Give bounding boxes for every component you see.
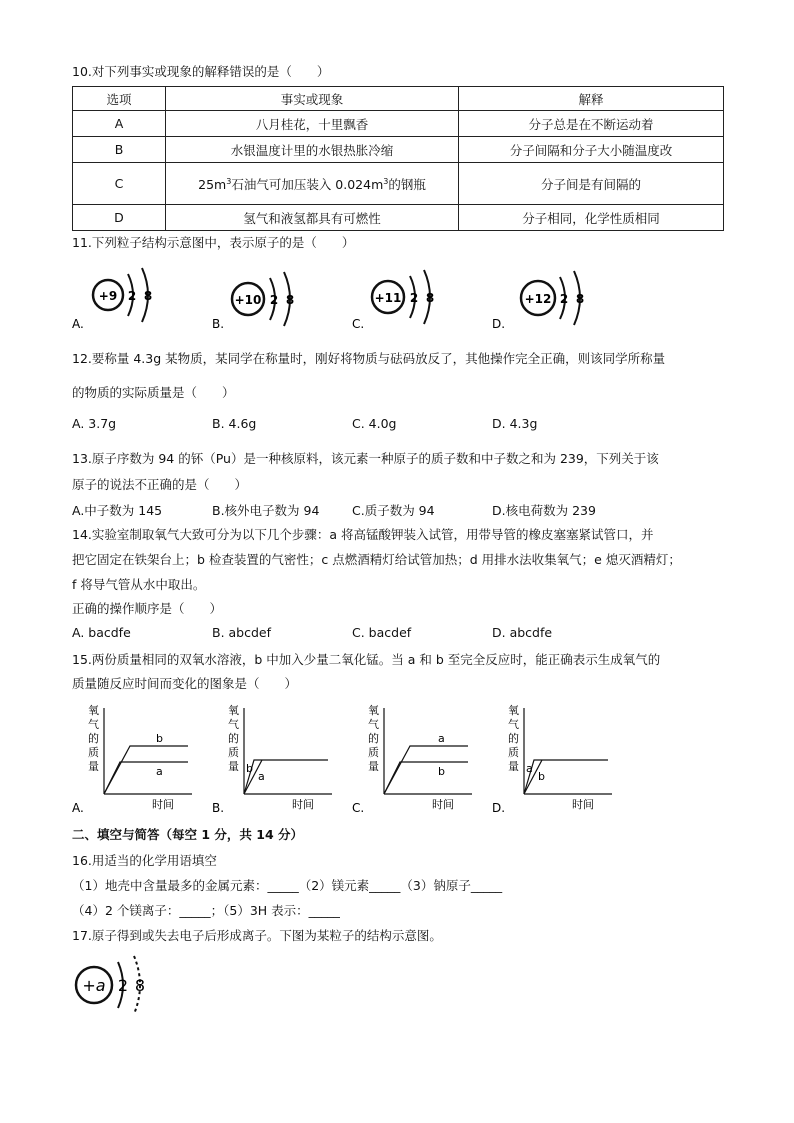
nucleus-charge: +a bbox=[82, 976, 106, 995]
y-axis-label-char: 的 bbox=[228, 732, 239, 745]
shell-electrons: 2 bbox=[409, 291, 419, 305]
q15-graphs bbox=[72, 700, 732, 818]
y-axis-label-char: 量 bbox=[88, 760, 99, 773]
table-cell: D bbox=[73, 205, 166, 231]
option-label: D. bbox=[492, 801, 506, 815]
q16-stem: 16.用适当的化学用语填空 bbox=[72, 853, 217, 868]
table-row bbox=[73, 163, 724, 205]
y-axis-label-char: 气 bbox=[228, 718, 239, 731]
option-c: C. bacdef bbox=[352, 625, 412, 640]
option-a: A. 3.7g bbox=[72, 416, 117, 431]
q12-stem-line1: 12.要称量 4.3g 某物质，某同学在称量时，刚好将物质与砝码放反了，其他操作完全正确，则该同学所称量 bbox=[72, 351, 666, 366]
curve-label: a bbox=[156, 765, 163, 778]
q11-diagrams bbox=[72, 262, 732, 334]
atom-diagram-a bbox=[72, 268, 152, 331]
superscript: 3 bbox=[226, 176, 232, 186]
table-row bbox=[73, 111, 724, 137]
x-axis-label: 时间 bbox=[572, 798, 594, 811]
q14-stem-line1: 14.实验室制取氧气大致可分为以下几个步骤：a 将高锰酸钾装入试管，用带导管的橡皮塞塞紧试管口，并 bbox=[72, 527, 654, 542]
q14-stem-line4: 正确的操作顺序是（ ） bbox=[72, 601, 223, 616]
table-cell: C bbox=[73, 163, 166, 205]
q15-stem-line1: 15.两份质量相同的双氧水溶液，b 中加入少量二氧化锰。当 a 和 b 至完全反应时，能正确表示生成氧气的 bbox=[72, 652, 661, 667]
curve-label: a bbox=[258, 770, 265, 783]
curve-b bbox=[384, 762, 468, 794]
table-header-cell: 选项 bbox=[73, 87, 166, 111]
curve-label: b bbox=[156, 732, 163, 745]
y-axis-label-char: 量 bbox=[228, 760, 239, 773]
table-header-row bbox=[73, 87, 724, 111]
y-axis-label-char: 质 bbox=[228, 746, 239, 759]
shell-electrons: 8 bbox=[143, 289, 153, 303]
shell-electrons: 8 bbox=[285, 293, 295, 307]
fact-text: 石油气可加压装入 0.024m bbox=[231, 176, 384, 192]
y-axis-label-char: 氧 bbox=[508, 704, 519, 717]
q15-stem-line2: 质量随反应时间而变化的图象是（ ） bbox=[72, 676, 298, 691]
curve-label: a bbox=[438, 732, 445, 745]
table-cell: 氢气和液氢都具有可燃性 bbox=[166, 205, 459, 231]
x-axis-label: 时间 bbox=[292, 798, 314, 811]
table-cell: B bbox=[73, 137, 166, 163]
q14-stem-line2: 把它固定在铁架台上；b 检查装置的气密性；c 点燃酒精灯给试管加热；d 用排水法收集氧气；e 熄灭酒精灯； bbox=[72, 552, 681, 567]
y-axis-label-char: 气 bbox=[88, 718, 99, 731]
option-label: A. bbox=[72, 317, 84, 331]
table-cell: 分子间是有间隔的 bbox=[459, 163, 724, 205]
x-axis-label: 时间 bbox=[152, 798, 174, 811]
q13-options bbox=[72, 501, 732, 519]
option-label: B. bbox=[212, 801, 225, 815]
table-cell: 水银温度计里的水银热胀冷缩 bbox=[166, 137, 459, 163]
section-title: 二、填空与简答（每空 1 分，共 14 分） bbox=[72, 827, 304, 842]
q17-stem: 17.原子得到或失去电子后形成离子。下图为某粒子的结构示意图。 bbox=[72, 928, 442, 943]
nucleus-charge: +9 bbox=[98, 289, 118, 303]
y-axis-label-char: 量 bbox=[508, 760, 519, 773]
option-label: A. bbox=[72, 801, 84, 815]
shell-electrons: 2 bbox=[117, 976, 129, 995]
q10-stem: 10.对下列事实或现象的解释错误的是（ ） bbox=[72, 64, 330, 79]
curve-label: b bbox=[538, 770, 545, 783]
y-axis-label-char: 氧 bbox=[88, 704, 99, 717]
x-axis-label: 时间 bbox=[432, 798, 454, 811]
y-axis-label-char: 质 bbox=[88, 746, 99, 759]
option-c: C. 4.0g bbox=[352, 416, 397, 431]
y-axis-label-char: 质 bbox=[368, 746, 379, 759]
option-b: B.核外电子数为 94 bbox=[212, 503, 320, 518]
option-b: B. abcdef bbox=[212, 625, 272, 640]
y-axis-label-char: 气 bbox=[508, 718, 519, 731]
nucleus-charge: +12 bbox=[524, 292, 552, 306]
shell-electrons: 8 bbox=[134, 976, 146, 995]
y-axis-label-char: 的 bbox=[508, 732, 519, 745]
y-axis-label-char: 气 bbox=[368, 718, 379, 731]
shell-electrons: 8 bbox=[575, 292, 585, 306]
option-a: A.中子数为 145 bbox=[72, 503, 163, 518]
graph-b bbox=[212, 703, 332, 815]
atom-diagram-d bbox=[492, 271, 584, 331]
q10-table bbox=[72, 86, 724, 231]
option-a: A. bacdfe bbox=[72, 625, 131, 640]
y-axis-label-char: 氧 bbox=[228, 704, 239, 717]
q16-line2: （4）2 个镁离子：_____；（5）3H 表示：_____ bbox=[72, 903, 340, 918]
table-header-cell: 解释 bbox=[459, 87, 724, 111]
table-header-cell: 事实或现象 bbox=[166, 87, 459, 111]
graph-c bbox=[352, 703, 472, 815]
shell-electrons: 2 bbox=[559, 292, 569, 306]
table-cell: A bbox=[73, 111, 166, 137]
option-label: D. bbox=[492, 317, 506, 331]
q16-line1: （1）地壳中含量最多的金属元素：_____（2）镁元素_____（3）钠原子_____ bbox=[72, 878, 503, 893]
option-b: B. 4.6g bbox=[212, 416, 257, 431]
shell-electrons: 8 bbox=[425, 291, 435, 305]
table-row bbox=[73, 137, 724, 163]
q17-diagram bbox=[72, 954, 162, 1016]
curve-label: b bbox=[438, 765, 445, 778]
y-axis-label-char: 质 bbox=[508, 746, 519, 759]
curve-label: a bbox=[526, 762, 533, 775]
table-cell: 分子间隔和分子大小随温度改 bbox=[459, 137, 724, 163]
table-cell bbox=[166, 163, 459, 205]
curve-b bbox=[244, 760, 328, 794]
option-d: D. abcdfe bbox=[492, 625, 553, 640]
y-axis-label-char: 氧 bbox=[368, 704, 379, 717]
y-axis-label-char: 的 bbox=[368, 732, 379, 745]
nucleus-charge: +11 bbox=[374, 291, 402, 305]
option-d: D.核电荷数为 239 bbox=[492, 503, 596, 518]
option-d: D. 4.3g bbox=[492, 416, 538, 431]
curve-label: b bbox=[246, 762, 253, 775]
q13-stem-line1: 13.原子序数为 94 的钚（Pu）是一种核原料，该元素一种原子的质子数和中子数之和为 239，下列关于该 bbox=[72, 451, 659, 466]
table-cell: 分子相同，化学性质相同 bbox=[459, 205, 724, 231]
q12-stem-line2: 的物质的实际质量是（ ） bbox=[72, 385, 235, 400]
graph-d bbox=[492, 703, 612, 815]
superscript: 3 bbox=[383, 176, 389, 186]
fact-text: 的钢瓶 bbox=[388, 176, 426, 192]
table-cell: 分子总是在不断运动着 bbox=[459, 111, 724, 137]
shell-electrons: 2 bbox=[127, 289, 137, 303]
nucleus-charge: +10 bbox=[234, 293, 262, 307]
q14-stem-line3: f 将导气管从水中取出。 bbox=[72, 577, 206, 592]
q12-options bbox=[72, 416, 732, 434]
option-c: C.质子数为 94 bbox=[352, 503, 435, 518]
y-axis-label-char: 的 bbox=[88, 732, 99, 745]
graph-a bbox=[72, 703, 192, 815]
table-row bbox=[73, 205, 724, 231]
q11-stem: 11.下列粒子结构示意图中，表示原子的是（ ） bbox=[72, 235, 355, 250]
y-axis-label-char: 量 bbox=[368, 760, 379, 773]
option-label: C. bbox=[352, 317, 365, 331]
option-label: C. bbox=[352, 801, 365, 815]
atom-diagram-c bbox=[352, 270, 434, 331]
atom-diagram-b bbox=[212, 272, 294, 331]
q13-stem-line2: 原子的说法不正确的是（ ） bbox=[72, 477, 248, 492]
fact-text: 25m bbox=[198, 176, 227, 192]
shell-electrons: 2 bbox=[269, 293, 279, 307]
curve-a bbox=[524, 760, 608, 794]
table-cell: 八月桂花，十里飘香 bbox=[166, 111, 459, 137]
q14-options bbox=[72, 625, 732, 643]
option-label: B. bbox=[212, 317, 225, 331]
curve-a bbox=[104, 762, 188, 794]
